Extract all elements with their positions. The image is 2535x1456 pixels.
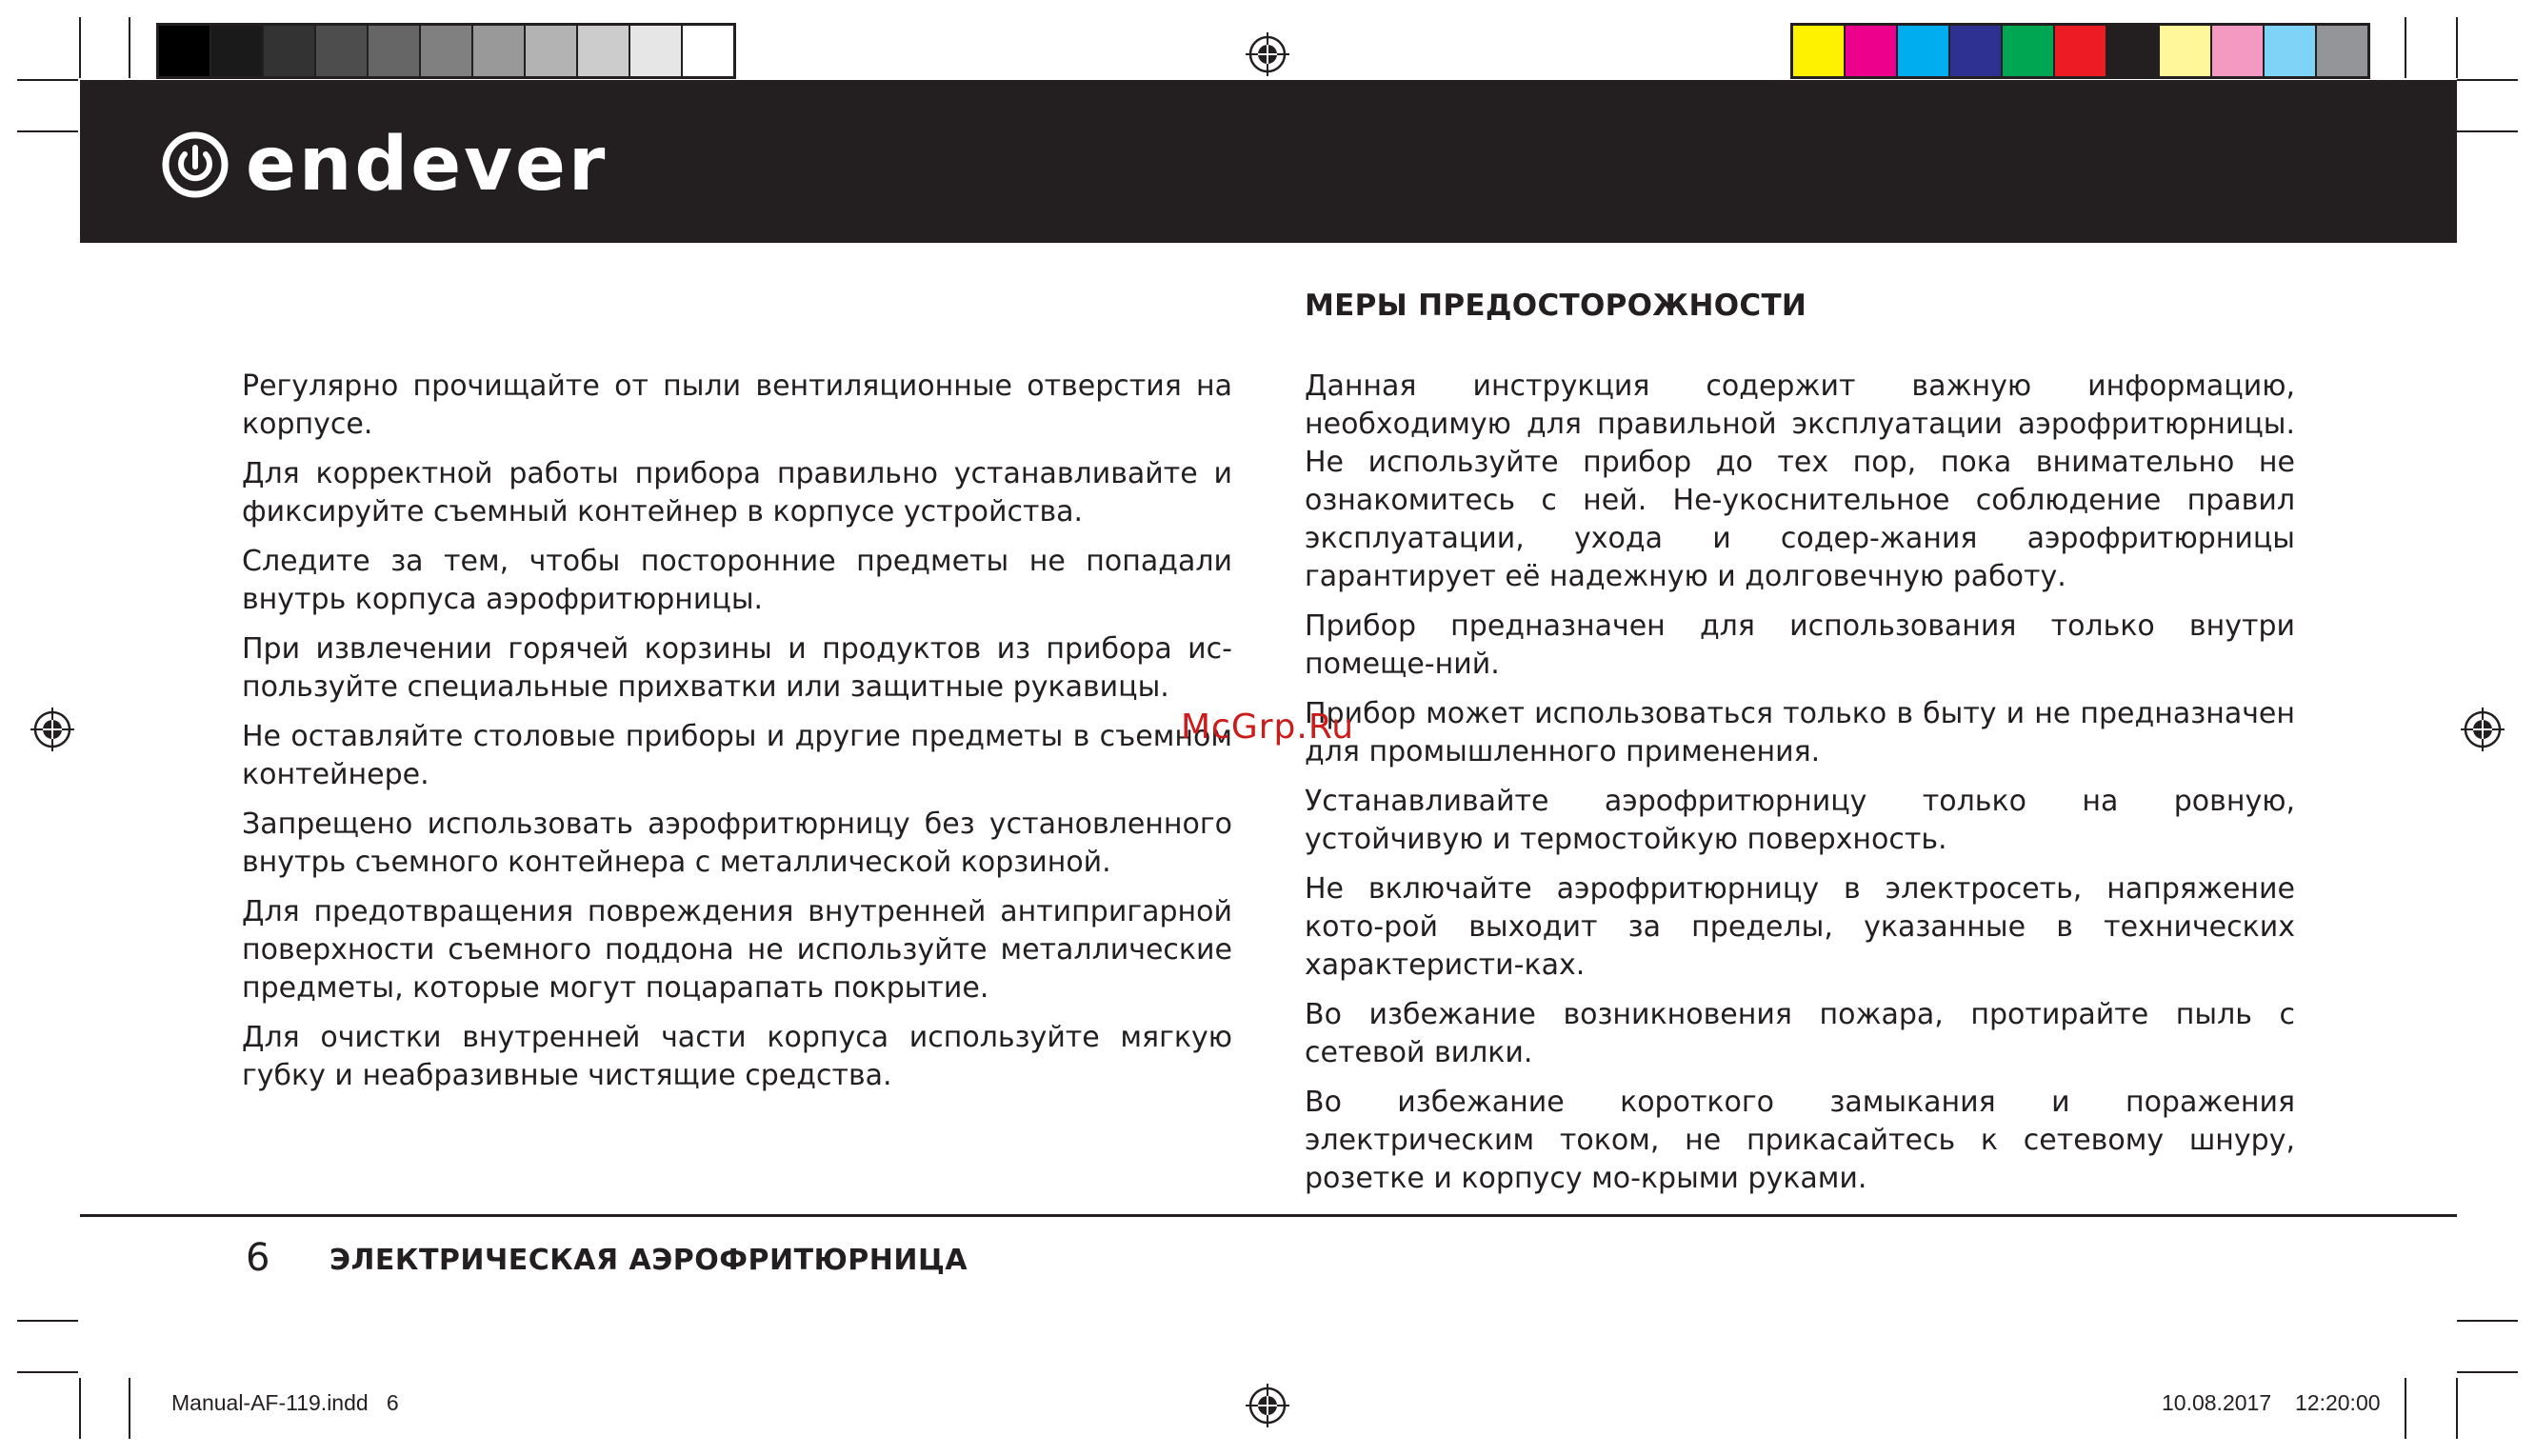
paragraph: Не оставляйте столовые приборы и другие предметы в съемном контейнере. <box>242 720 1232 791</box>
slug-time: 12:20:00 <box>2295 1390 2381 1415</box>
paragraph: Следите за тем, чтобы посторонние предметы не попадали внутрь корпуса аэрофритюрницы. <box>242 545 1232 616</box>
left-column <box>242 368 1232 1107</box>
color-swatch <box>2107 26 2160 76</box>
crop-mark <box>2405 1378 2406 1439</box>
power-icon <box>162 131 229 198</box>
crop-mark <box>79 17 81 78</box>
crop-mark <box>2457 79 2518 81</box>
slug-file-name: Manual-AF-119.indd 6 <box>171 1390 399 1415</box>
registration-mark-icon <box>30 708 74 751</box>
crop-mark <box>17 79 78 81</box>
color-swatch <box>2160 26 2212 76</box>
paragraph: Во избежание возникновения пожара, протирайте пыль с сетевой вилки. <box>1305 998 2295 1069</box>
page-number: 6 <box>246 1236 270 1280</box>
registration-mark-icon <box>1246 32 1289 76</box>
gray-swatch-strip <box>156 23 736 79</box>
paragraph: Во избежание короткого замыкания и поражения электрическим током, не прикасайтесь к сетевому шнуру, розетке и корпусу мо-крыми руками. <box>1305 1086 2295 1195</box>
color-swatch <box>630 26 683 76</box>
color-swatch <box>526 26 578 76</box>
registration-mark-icon <box>2461 708 2505 751</box>
crop-mark <box>129 1378 130 1439</box>
paragraph: Для предотвращения повреждения внутренней антипригарной поверхности съемного поддона не используйте металлические предметы, которые могут поцарапать покрытие. <box>242 895 1232 1005</box>
paragraph: Регулярно прочищайте от пыли вентиляционные отверстия на корпусе. <box>242 369 1232 441</box>
color-swatch <box>159 26 211 76</box>
brand-logo <box>162 98 608 231</box>
right-column <box>1305 368 2295 1209</box>
crop-mark <box>2457 1320 2518 1322</box>
crop-mark <box>2456 1378 2458 1439</box>
paragraph: Прибор может использоваться только в быту и не предназначен для промышленного применения. <box>1305 697 2295 768</box>
watermark-text: McGrp.Ru <box>1181 708 1355 747</box>
color-swatch <box>2265 26 2317 76</box>
paragraph: Для очистки внутренней части корпуса используйте мягкую губку и неабразивные чистящие средства. <box>242 1021 1232 1092</box>
color-swatch <box>316 26 369 76</box>
color-swatch <box>473 26 526 76</box>
crop-mark <box>79 1378 81 1439</box>
paragraph: Данная инструкция содержит важную информацию, необходимую для правильной эксплуатации аэрофритюрницы. Не используйте прибор до тех пор, пока внимательно не ознакомитесь с ней. Не-укоснительное соблюдение правил эксплуатации, ухода и содер-жания аэрофритюрницы гарантирует её надежную и долговечную работу. <box>1305 369 2295 593</box>
crop-mark <box>17 130 78 132</box>
crop-mark <box>2405 17 2406 78</box>
color-swatch <box>2055 26 2107 76</box>
color-swatch <box>1846 26 1898 76</box>
paragraph: Устанавливайте аэрофритюрницу только на ровную, устойчивую и термостойкую поверхность. <box>1305 785 2295 856</box>
color-swatch <box>1793 26 1846 76</box>
color-swatch <box>1950 26 2003 76</box>
running-title: ЭЛЕКТРИЧЕСКАЯ АЭРОФРИТЮРНИЦА <box>329 1244 968 1277</box>
crop-mark <box>2456 17 2458 78</box>
crop-mark <box>17 1371 78 1373</box>
registration-mark-icon <box>1246 1384 1289 1427</box>
color-swatch <box>211 26 264 76</box>
color-swatch <box>683 26 733 76</box>
paragraph: Не включайте аэрофритюрницу в электросеть, напряжение кото-рой выходит за пределы, указанные в технических характеристи-ках. <box>1305 872 2295 982</box>
color-swatch <box>1898 26 1950 76</box>
color-swatch-strip <box>1790 23 2370 79</box>
color-swatch <box>2317 26 2367 76</box>
color-swatch <box>264 26 316 76</box>
crop-mark <box>2457 1371 2518 1373</box>
paragraph: Запрещено использовать аэрофритюрницу без установленного внутрь съемного контейнера с металлической корзиной. <box>242 808 1232 879</box>
crop-mark <box>2457 130 2518 132</box>
color-swatch <box>2212 26 2265 76</box>
brand-logo-text: endever <box>246 122 609 208</box>
crop-mark <box>17 1320 78 1322</box>
crop-mark <box>129 17 130 78</box>
paragraph: При извлечении горячей корзины и продуктов из прибора ис-пользуйте специальные прихватки или защитные рукавицы. <box>242 632 1232 704</box>
paragraph: Для корректной работы прибора правильно устанавливайте и фиксируйте съемный контейнер в корпусе устройства. <box>242 457 1232 529</box>
color-swatch <box>369 26 421 76</box>
section-heading: МЕРЫ ПРЕДОСТОРОЖНОСТИ <box>1305 289 1807 323</box>
color-swatch <box>421 26 473 76</box>
color-swatch <box>2003 26 2055 76</box>
color-swatch <box>578 26 630 76</box>
footer-rule <box>80 1214 2457 1217</box>
paragraph: Прибор предназначен для использования только внутри помеще-ний. <box>1305 609 2295 681</box>
slug-date: 10.08.2017 <box>2162 1390 2272 1415</box>
